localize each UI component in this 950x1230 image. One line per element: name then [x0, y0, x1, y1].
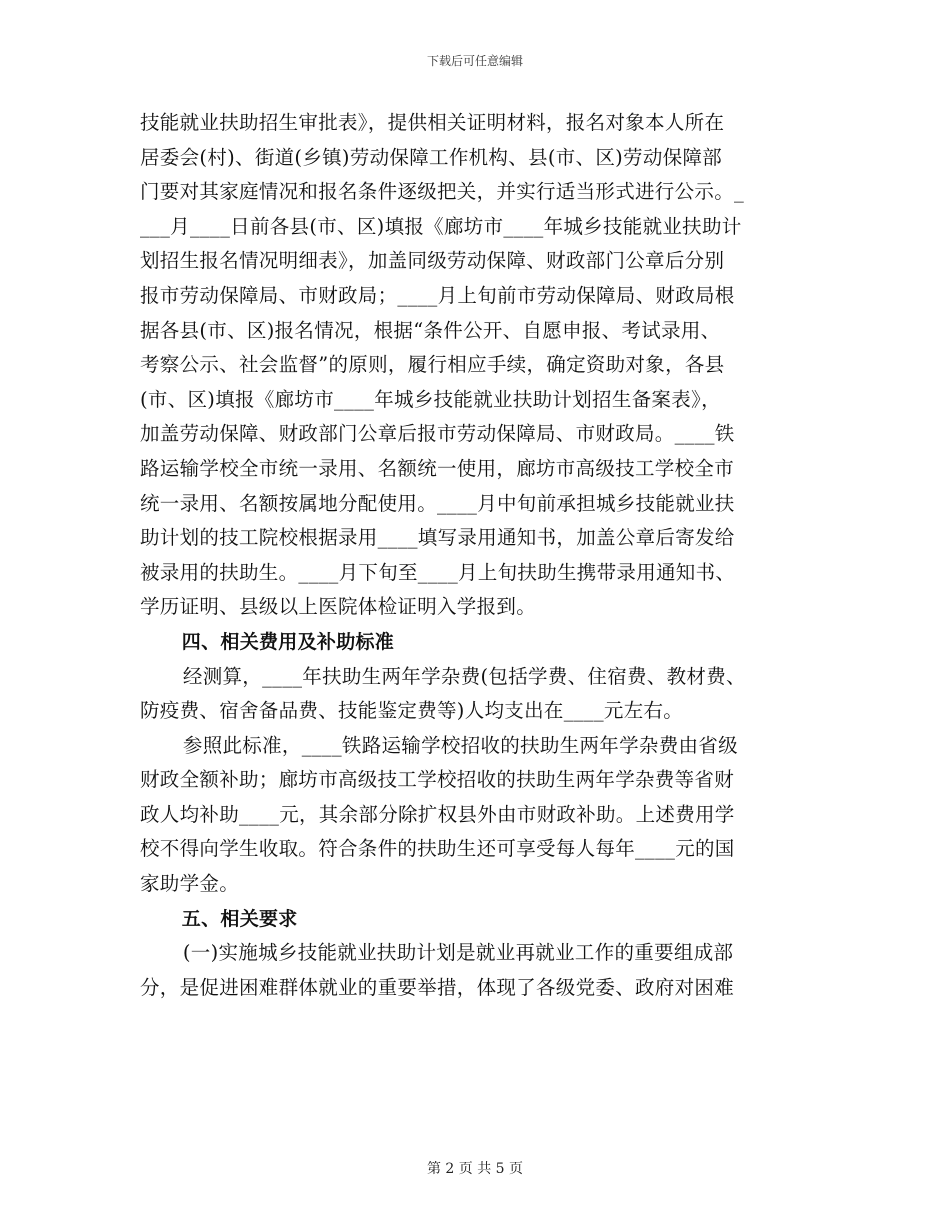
text-line: 分，是促进困难群体就业的重要举措，体现了各级党委、政府对困难: [140, 975, 735, 999]
text-line: 技能就业扶助招生审批表》，提供相关证明材料，报名对象本人所在: [140, 111, 725, 134]
page-footer: 第 2 页 共 5 页: [426, 1161, 524, 1177]
text-line: 防疫费、宿舍备品费、技能鉴定费等)人均支出在____元左右。: [140, 699, 684, 723]
text-line: 考察公示、社会监督”的原则，履行相应手续，确定资助对象，各县: [140, 353, 725, 377]
text-line: 助计划的技工院校根据录用____填写录用通知书，加盖公章后寄发给: [140, 526, 735, 550]
text-line: 经测算，____年扶助生两年学杂费(包括学费、住宿费、教材费、: [182, 664, 746, 688]
text-line: ___月____日前各县(市、区)填报《廊坊市____年城乡技能就业扶助计: [140, 214, 742, 238]
page-header: 下载后可任意编辑: [426, 54, 523, 68]
text-line: 门要对其家庭情况和报名条件逐级把关，并实行适当形式进行公示。_: [140, 180, 745, 204]
text-line: 财政全额补助；廊坊市高级技工学校招收的扶助生两年学杂费等省财: [140, 768, 735, 792]
text-line: (一)实施城乡技能就业扶助计划是就业再就业工作的重要组成部: [182, 941, 734, 965]
text-line: 居委会(村)、街道(乡镇)劳动保障工作机构、县(市、区)劳动保障部: [140, 145, 723, 169]
section-heading: 五、相关要求: [181, 907, 298, 930]
text-line: 划招生报名情况明细表》，加盖同级劳动保障、财政部门公章后分别: [140, 249, 725, 273]
text-line: 政人均补助____元，其余部分除扩权县外由市财政补助。上述费用学: [140, 802, 735, 826]
text-line: 报市劳动保障局、市财政局；____月上旬前市劳动保障局、财政局根: [140, 283, 735, 307]
text-line: 统一录用、名额按属地分配使用。____月中旬前承担城乡技能就业扶: [140, 491, 735, 515]
text-line: 参照此标准，____铁路运输学校招收的扶助生两年学杂费由省级: [182, 733, 738, 757]
text-line: 被录用的扶助生。____月下旬至____月上旬扶助生携带录用通知书、: [140, 560, 736, 584]
text-line: 据各县(市、区)报名情况，根据“条件公开、自愿申报、考试录用、: [140, 318, 721, 342]
text-line: 加盖劳动保障、财政部门公章后报市劳动保障局、市财政局。____铁: [140, 422, 735, 446]
document-body: [140, 106, 810, 1005]
text-line: 学历证明、县级以上医院体检证明入学报到。: [140, 595, 537, 619]
text-line: 校不得向学生收取。符合条件的扶助生还可享受每人每年____元的国: [140, 837, 735, 861]
section-heading: 四、相关费用及补助标准: [181, 630, 395, 653]
text-line: 家助学金。: [140, 872, 240, 896]
text-line: (市、区)填报《廊坊市____年城乡技能就业扶助计划招生备案表》，: [140, 387, 721, 411]
text-line: 路运输学校全市统一录用、名额统一使用，廊坊市高级技工学校全市: [140, 456, 735, 480]
